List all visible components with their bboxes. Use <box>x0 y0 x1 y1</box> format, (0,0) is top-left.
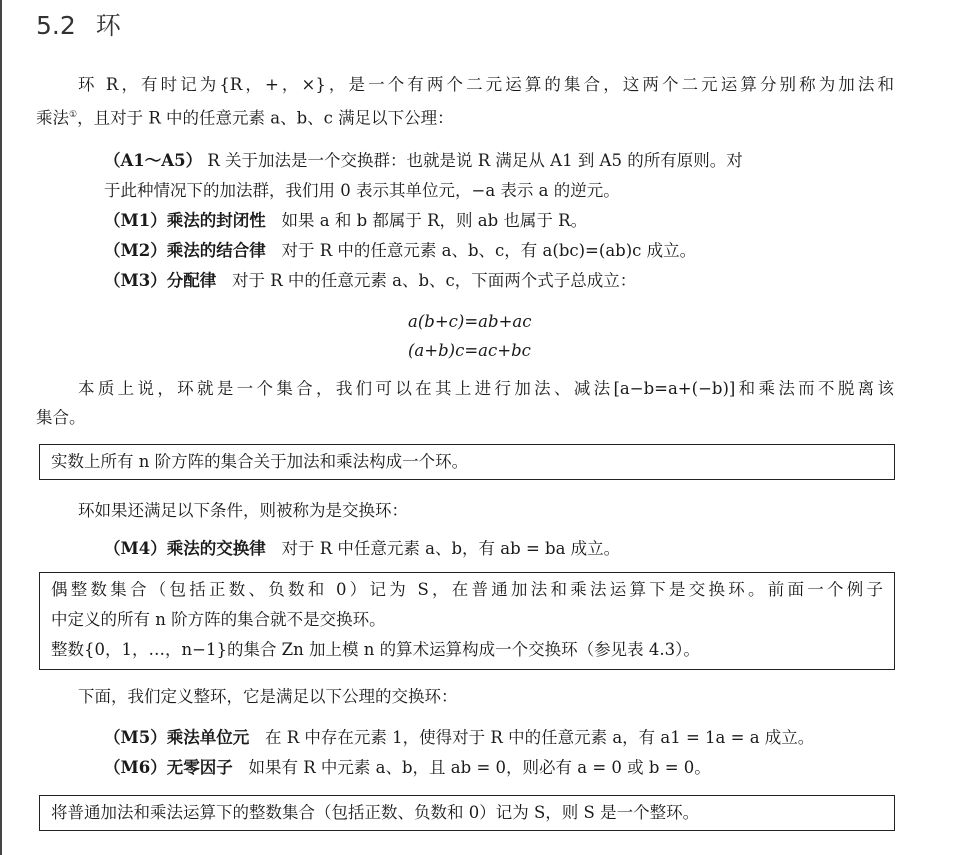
formula-left-distributive: a(b+c)=ab+ac <box>408 312 532 331</box>
integral-domain-intro: 下面，我们定义整环，它是满足以下公理的交换环： <box>78 687 458 706</box>
axiom-m3-label: （M3）分配律 <box>104 271 217 290</box>
essence-line-1: 本质上说，环就是一个集合，我们可以在其上进行加法、减法[a−b=a+(−b)]和乘法而不脱离该 <box>78 379 894 398</box>
example-box-integral-domain <box>39 795 895 831</box>
axiom-m4 <box>104 538 620 560</box>
axiom-m1 <box>104 210 587 232</box>
axiom-m1-label: （M1）乘法的封闭性 <box>104 211 266 230</box>
axiom-m1-text: 如果 a 和 b 都属于 R，则 ab 也属于 R。 <box>281 211 588 230</box>
axiom-m2-label: （M2）乘法的结合律 <box>104 241 266 260</box>
axiom-a1-a5-cont: 于此种情况下的加法群，我们用 0 表示其单位元，−a 表示 a 的逆元。 <box>104 181 620 200</box>
axiom-m6-text: 如果有 R 中元素 a、b，且 ab = 0，则必有 a = 0 或 b = 0。 <box>248 758 711 777</box>
axiom-m4-text: 对于 R 中任意元素 a、b，有 ab = ba 成立。 <box>281 539 621 558</box>
essence-line-2: 集合。 <box>36 408 86 427</box>
example-box-1-text: 实数上所有 n 阶方阵的集合关于加法和乘法构成一个环。 <box>51 452 469 471</box>
axiom-a1-a5-label: （A1～A5） <box>104 151 203 170</box>
commutative-ring-intro: 环如果还满足以下条件，则被称为是交换环： <box>78 501 408 520</box>
axiom-m5-text: 在 R 中存在元素 1，使得对于 R 中的任意元素 a，有 a1 = 1a = a 成立。 <box>265 728 815 747</box>
axiom-m3-text: 对于 R 中的任意元素 a、b、c，下面两个式子总成立： <box>232 271 637 290</box>
intro-line-1: 环 R，有时记为{R，+，×}，是一个有两个二元运算的集合，这两个二元运算分别称为加法和 <box>78 75 894 94</box>
axiom-a1-a5 <box>104 150 743 172</box>
section-title: 环 <box>95 11 121 40</box>
intro-line-2-post: ，且对于 R 中的任意元素 a、b、c 满足以下公理： <box>77 108 454 128</box>
example-box-2-line-1: 偶整数集合（包括正数、负数和 0）记为 S，在普通加法和乘法运算下是交换环。前面一个例子 <box>51 580 883 599</box>
footnote-marker: ① <box>69 110 78 120</box>
axiom-m6 <box>104 757 711 779</box>
axiom-m5 <box>104 727 814 749</box>
example-box-3-text: 将普通加法和乘法运算下的整数集合（包括正数、负数和 0）记为 S，则 S 是一个整环。 <box>51 803 700 822</box>
axiom-m2-text: 对于 R 中的任意元素 a、b、c，有 a(bc)=(ab)c 成立。 <box>281 241 697 260</box>
section-heading <box>36 6 121 42</box>
page-left-rule <box>0 0 2 855</box>
intro-line-2-pre: 乘法 <box>36 108 69 128</box>
axiom-m6-label: （M6）无零因子 <box>104 758 233 777</box>
intro-line-2 <box>36 104 454 130</box>
example-box-2-line-2: 中定义的所有 n 阶方阵的集合就不是交换环。 <box>51 610 386 629</box>
example-box-2-line-3: 整数{0，1，…，n−1}的集合 Zn 加上模 n 的算术运算构成一个交换环（参见表 4.3）。 <box>51 640 700 659</box>
example-box-commutative <box>39 572 895 670</box>
axiom-m5-label: （M5）乘法单位元 <box>104 728 250 747</box>
section-number: 5.2 <box>36 11 76 40</box>
axiom-a1-a5-text: R 关于加法是一个交换群：也就是说 R 满足从 A1 到 A5 的所有原则。对 <box>207 151 743 170</box>
axiom-m3 <box>104 270 636 292</box>
example-box-matrix-ring <box>39 444 895 480</box>
axiom-m4-label: （M4）乘法的交换律 <box>104 539 266 558</box>
formula-right-distributive: (a+b)c=ac+bc <box>408 341 531 360</box>
axiom-m2 <box>104 240 696 262</box>
